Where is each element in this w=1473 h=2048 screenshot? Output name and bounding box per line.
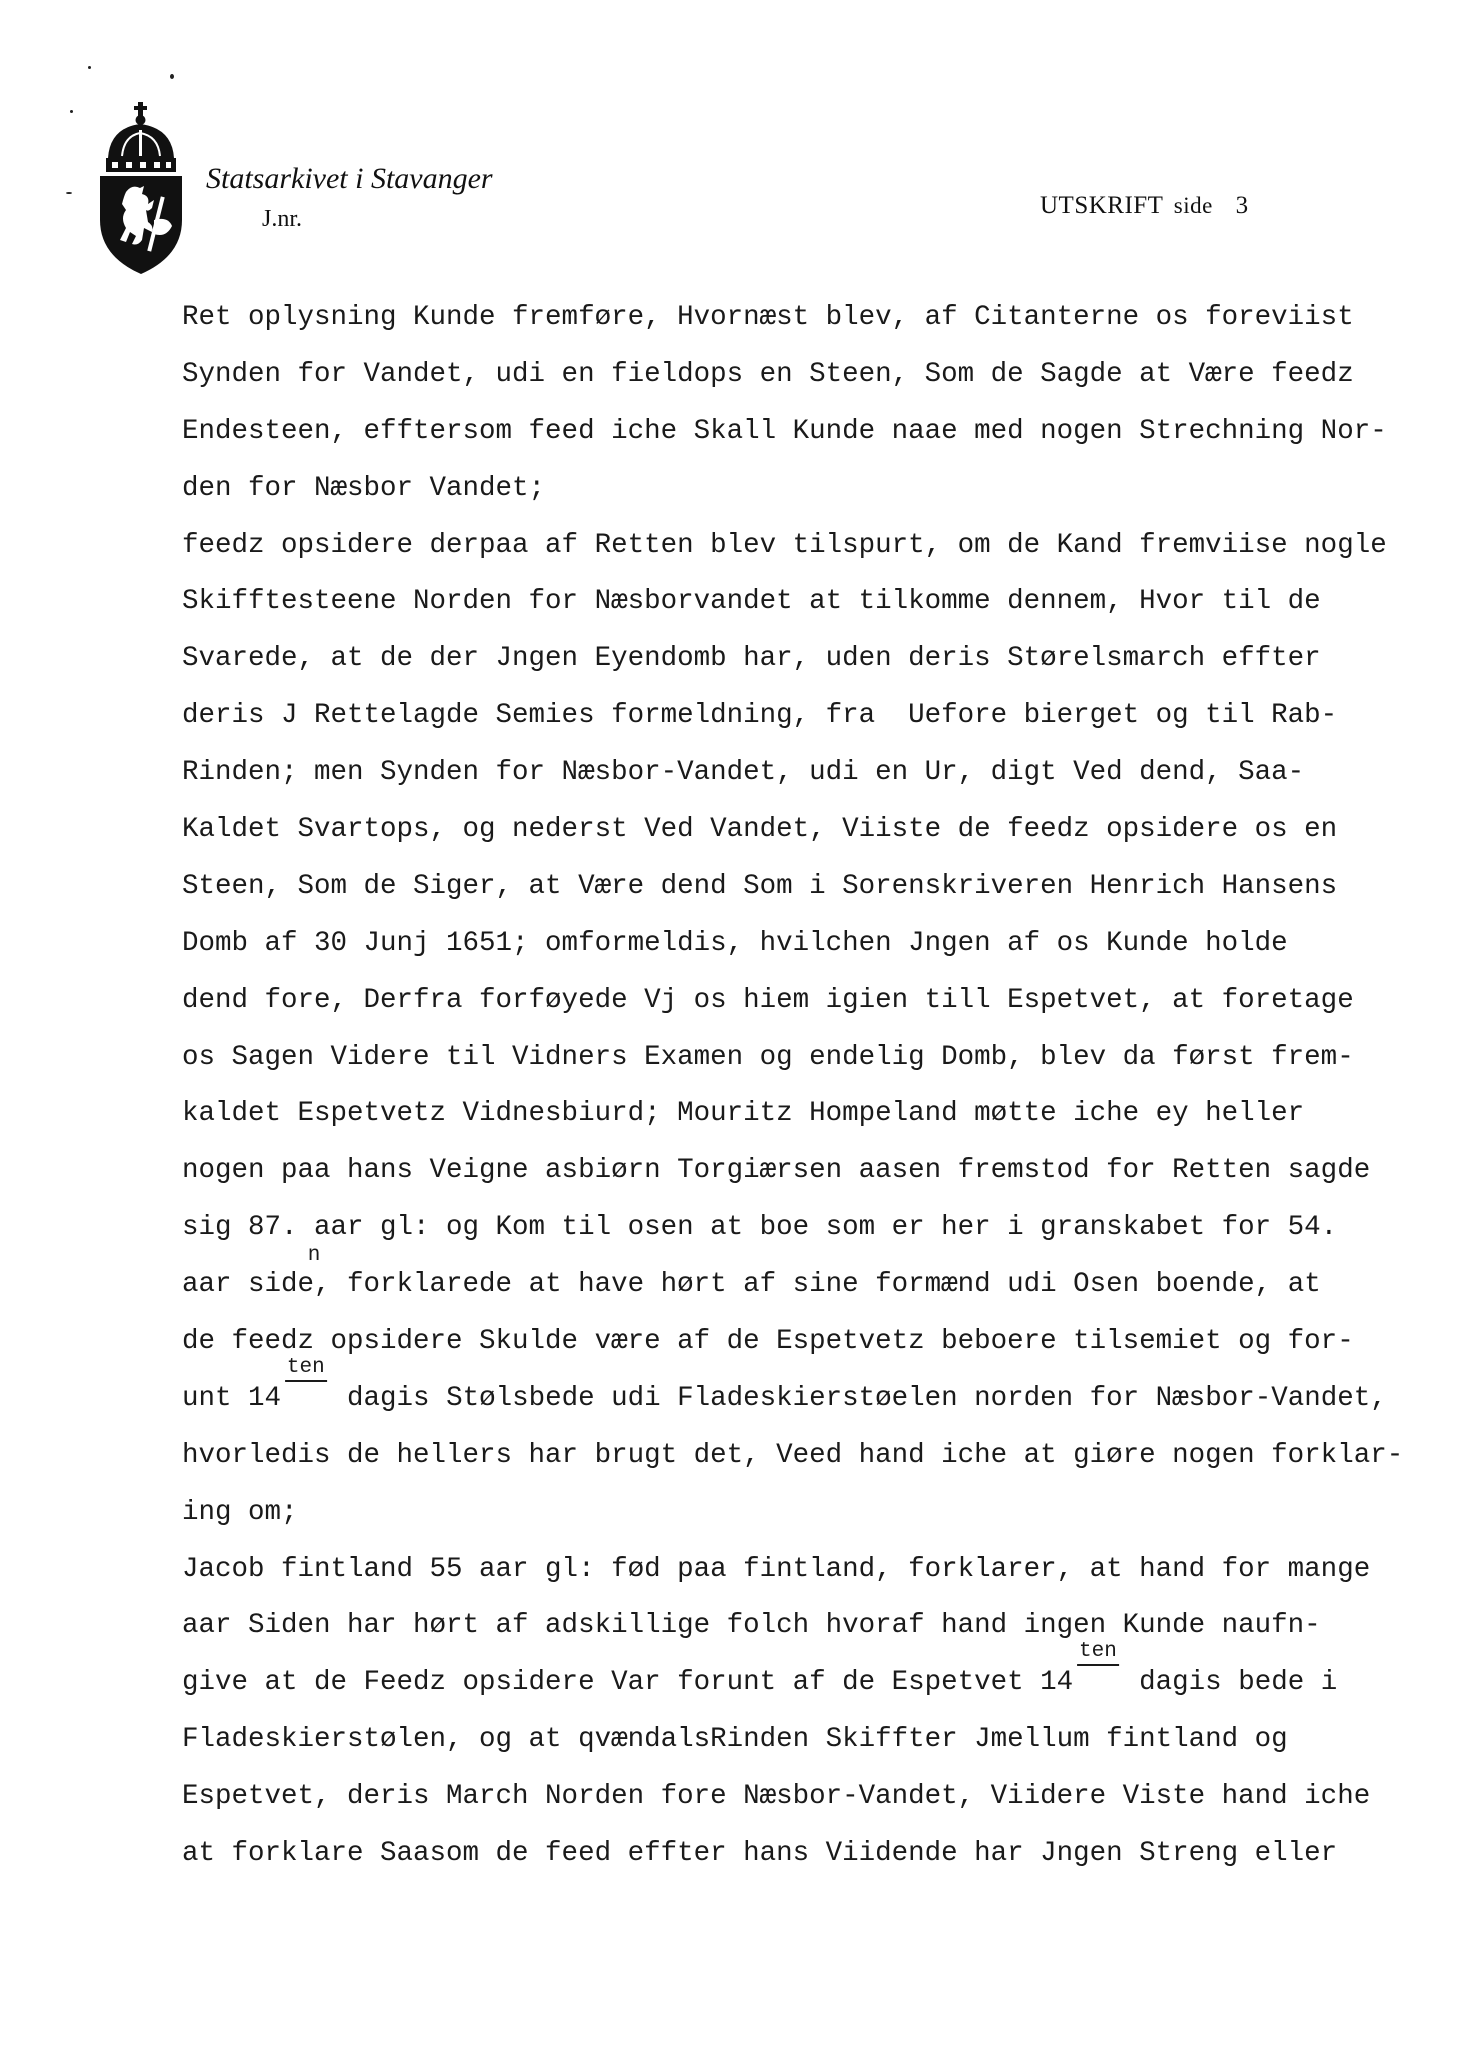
text-segment: unt 14 bbox=[182, 1382, 282, 1414]
text-line: dend fore, Derfra forføyede Vj os hiem igien till Espetvet, at foretage bbox=[182, 984, 1354, 1016]
archive-name: Statsarkivet i Stavanger bbox=[206, 162, 493, 195]
text-line: Endesteen, efftersom feed iche Skall Kunde naae med nogen Strechning Nor- bbox=[182, 415, 1387, 447]
scan-speck bbox=[66, 192, 72, 194]
text-line: aar Siden har hørt af adskillige folch hvoraf hand ingen Kunde naufn- bbox=[182, 1610, 1321, 1642]
journal-number-label: J.nr. bbox=[262, 206, 303, 232]
text-segment: give at de Feedz opsidere Var forunt af de Espetvet 14 bbox=[182, 1667, 1074, 1699]
text-line: Svarede, at de der Jngen Eyendomb har, uden deris Størelsmarch effter bbox=[182, 643, 1321, 675]
text-segment: aar side bbox=[182, 1269, 315, 1301]
text-line: Steen, Som de Siger, at Være dend Som i Sorenskriveren Henrich Hansens bbox=[182, 870, 1338, 902]
text-line: kaldet Espetvetz Vidnesbiurd; Mouritz Hompeland møtte iche ey heller bbox=[182, 1098, 1305, 1130]
text-line: at forklare Saasom de feed effter hans Viidende har Jngen Streng eller bbox=[182, 1838, 1338, 1870]
text-line: sig 87. aar gl: og Kom til osen at boe som er her i granskabet for 54. bbox=[182, 1212, 1338, 1244]
side-label: side bbox=[1173, 193, 1213, 218]
text-line: Domb af 30 Junj 1651; omformeldis, hvilchen Jngen af os Kunde holde bbox=[182, 927, 1288, 959]
text-line-superscript bbox=[182, 1355, 1452, 1428]
text-line: Espetvet, deris March Norden fore Næsbor-Vandet, Viidere Viste hand iche bbox=[182, 1781, 1371, 1813]
text-line: den for Næsbor Vandet; bbox=[182, 472, 546, 504]
text-line-superscript bbox=[182, 1640, 1452, 1712]
page-number: 3 bbox=[1235, 192, 1249, 219]
text-line-superscript bbox=[182, 1244, 1452, 1314]
text-line: Jacob fintland 55 aar gl: fød paa fintland, forklarer, at hand for mange bbox=[182, 1553, 1371, 1585]
text-line: Synden for Vandet, udi en fieldops en Steen, Som de Sagde at Være feedz bbox=[182, 358, 1354, 390]
superscript-anchor bbox=[1073, 1640, 1123, 1698]
superscript-anchor bbox=[281, 1355, 331, 1414]
text-line: de feedz opsidere Skulde være af de Espetvetz beboere tilsemiet og for- bbox=[182, 1326, 1354, 1358]
transcript-page-header bbox=[1040, 192, 1249, 220]
transcript-body bbox=[182, 290, 1452, 1883]
text-line: Kaldet Svartops, og nederst Ved Vandet, Viiste de feedz opsidere os en bbox=[182, 814, 1338, 846]
text-segment: , forklarede at have hørt af sine formænd udi Osen boende, at bbox=[314, 1269, 1321, 1301]
text-segment: dagis Stølsbede udi Fladeskierstøelen norden for Næsbor-Vandet, bbox=[330, 1382, 1387, 1414]
text-line: os Sagen Videre til Vidners Examen og endelig Domb, blev da først frem- bbox=[182, 1041, 1354, 1073]
text-segment: dagis bede i bbox=[1122, 1667, 1338, 1699]
scan-speck bbox=[170, 74, 174, 79]
scan-speck bbox=[70, 110, 73, 113]
superscript-underlined: ten bbox=[285, 1357, 327, 1382]
norwegian-coat-of-arms-icon bbox=[96, 100, 186, 276]
superscript: n bbox=[307, 1244, 321, 1268]
utskrift-label: UTSKRIFT bbox=[1040, 192, 1164, 219]
text-line: deris J Rettelagde Semies formeldning, fra Uefore bierget og til Rab- bbox=[182, 700, 1338, 732]
superscript-underlined: ten bbox=[1077, 1641, 1119, 1666]
scan-speck bbox=[88, 66, 91, 69]
text-line: hvorledis de hellers har brugt det, Veed hand iche at giøre nogen forklar- bbox=[182, 1439, 1404, 1471]
text-line: Ret oplysning Kunde fremføre, Hvornæst blev, af Citanterne os foreviist bbox=[182, 302, 1354, 333]
text-line: feedz opsidere derpaa af Retten blev tilspurt, om de Kand fremviise nogle bbox=[182, 529, 1387, 561]
text-line: Rinden; men Synden for Næsbor-Vandet, udi en Ur, digt Ved dend, Saa- bbox=[182, 757, 1305, 789]
text-line: nogen paa hans Veigne asbiørn Torgiærsen aasen fremstod for Retten sagde bbox=[182, 1155, 1371, 1187]
text-line: Skifftesteene Norden for Næsborvandet at tilkomme dennem, Hvor til de bbox=[182, 586, 1321, 618]
text-line: ing om; bbox=[182, 1496, 298, 1528]
text-line: Fladeskierstølen, og at qvændalsRinden Skiffter Jmellum fintland og bbox=[182, 1724, 1288, 1756]
